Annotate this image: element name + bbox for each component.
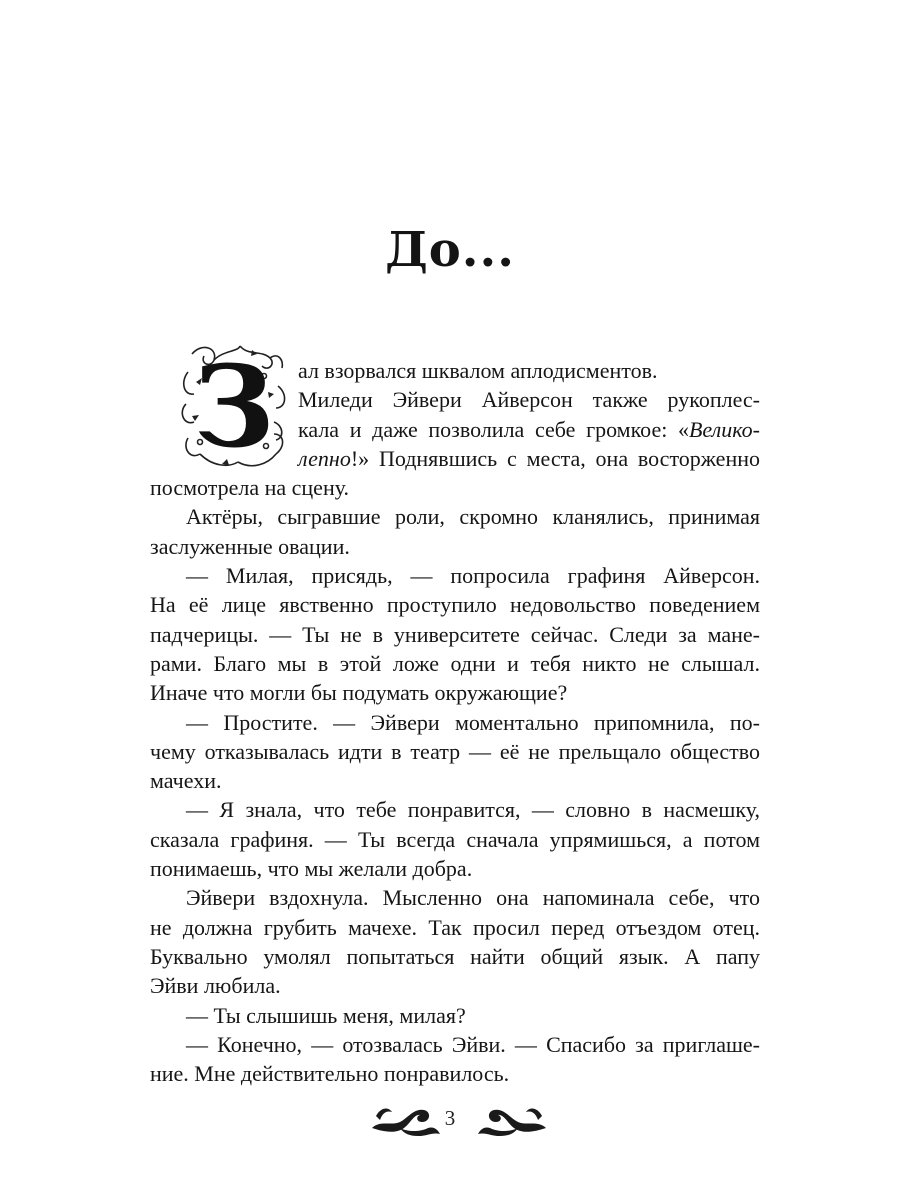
italic-span: лепно	[298, 445, 351, 471]
text-line: сказала графиня. — Ты всегда сначала упрямишься, а потом	[150, 826, 760, 852]
text-line: Актёры, сыгравшие роли, скромно кланялись, принимая	[186, 504, 760, 530]
text-span: !» Поднявшись с места, она восторженно	[350, 445, 760, 471]
chapter-title: До...	[385, 222, 515, 278]
text-line: Буквально умолял попытаться найти общий язык. А папу	[150, 943, 760, 969]
text-line	[150, 444, 760, 473]
text-span: кала и даже позволила себе громкое: «	[298, 416, 689, 442]
text-line: падчерицы. — Ты не в университете сейчас. Следи за мане-	[150, 621, 760, 647]
text-line: — Ты слышишь меня, милая?	[186, 1002, 466, 1028]
text-line: — Я знала, что тебе понравится, — словно в насмешку,	[186, 797, 760, 823]
text-line: посмотрела на сцену.	[150, 475, 350, 501]
italic-span: Велико-	[688, 416, 760, 442]
text-line: На её лице явственно проступило недовольство поведением	[150, 592, 760, 618]
text-line: — Конечно, — отозвалась Эйви. — Спасибо за приглаше-	[186, 1031, 760, 1057]
text-line: рами. Благо мы в этой ложе одни и тебя никто не слышал.	[150, 650, 760, 676]
text-line: мачехи.	[150, 768, 222, 794]
page-number: 3	[444, 1106, 456, 1130]
text-line	[150, 415, 760, 444]
text-line: — Милая, присядь, — попросила графиня Айверсон.	[186, 563, 760, 589]
text-line: Миледи Эйвери Айверсон также рукоплес-	[298, 387, 760, 413]
text-line: не должна грубить мачехе. Так просил перед отъездом отец.	[150, 914, 760, 940]
text-line: Эйви любила.	[150, 973, 281, 999]
page-footer	[0, 1098, 900, 1146]
text-line: чему отказывалась идти в театр — её не прельщало общество	[150, 738, 760, 764]
drop-cap-letter: З	[193, 342, 275, 473]
text-line: — Простите. — Эйвери моментально припомнила, по-	[186, 709, 760, 735]
text-line: Иначе что могли бы подумать окружающие?	[150, 680, 568, 706]
text-line: ал взорвался шквалом аплодисментов.	[298, 358, 658, 383]
text-line: понимаешь, что мы желали добра.	[150, 856, 473, 882]
text-line: заслуженные овации.	[150, 533, 350, 559]
body-text	[150, 356, 760, 1088]
text-line: Эйвери вздохнула. Мысленно она напоминала себе, что	[186, 885, 760, 911]
right-ornament-icon	[476, 1098, 548, 1140]
text-line: ние. Мне действительно понравилось.	[150, 1061, 510, 1087]
